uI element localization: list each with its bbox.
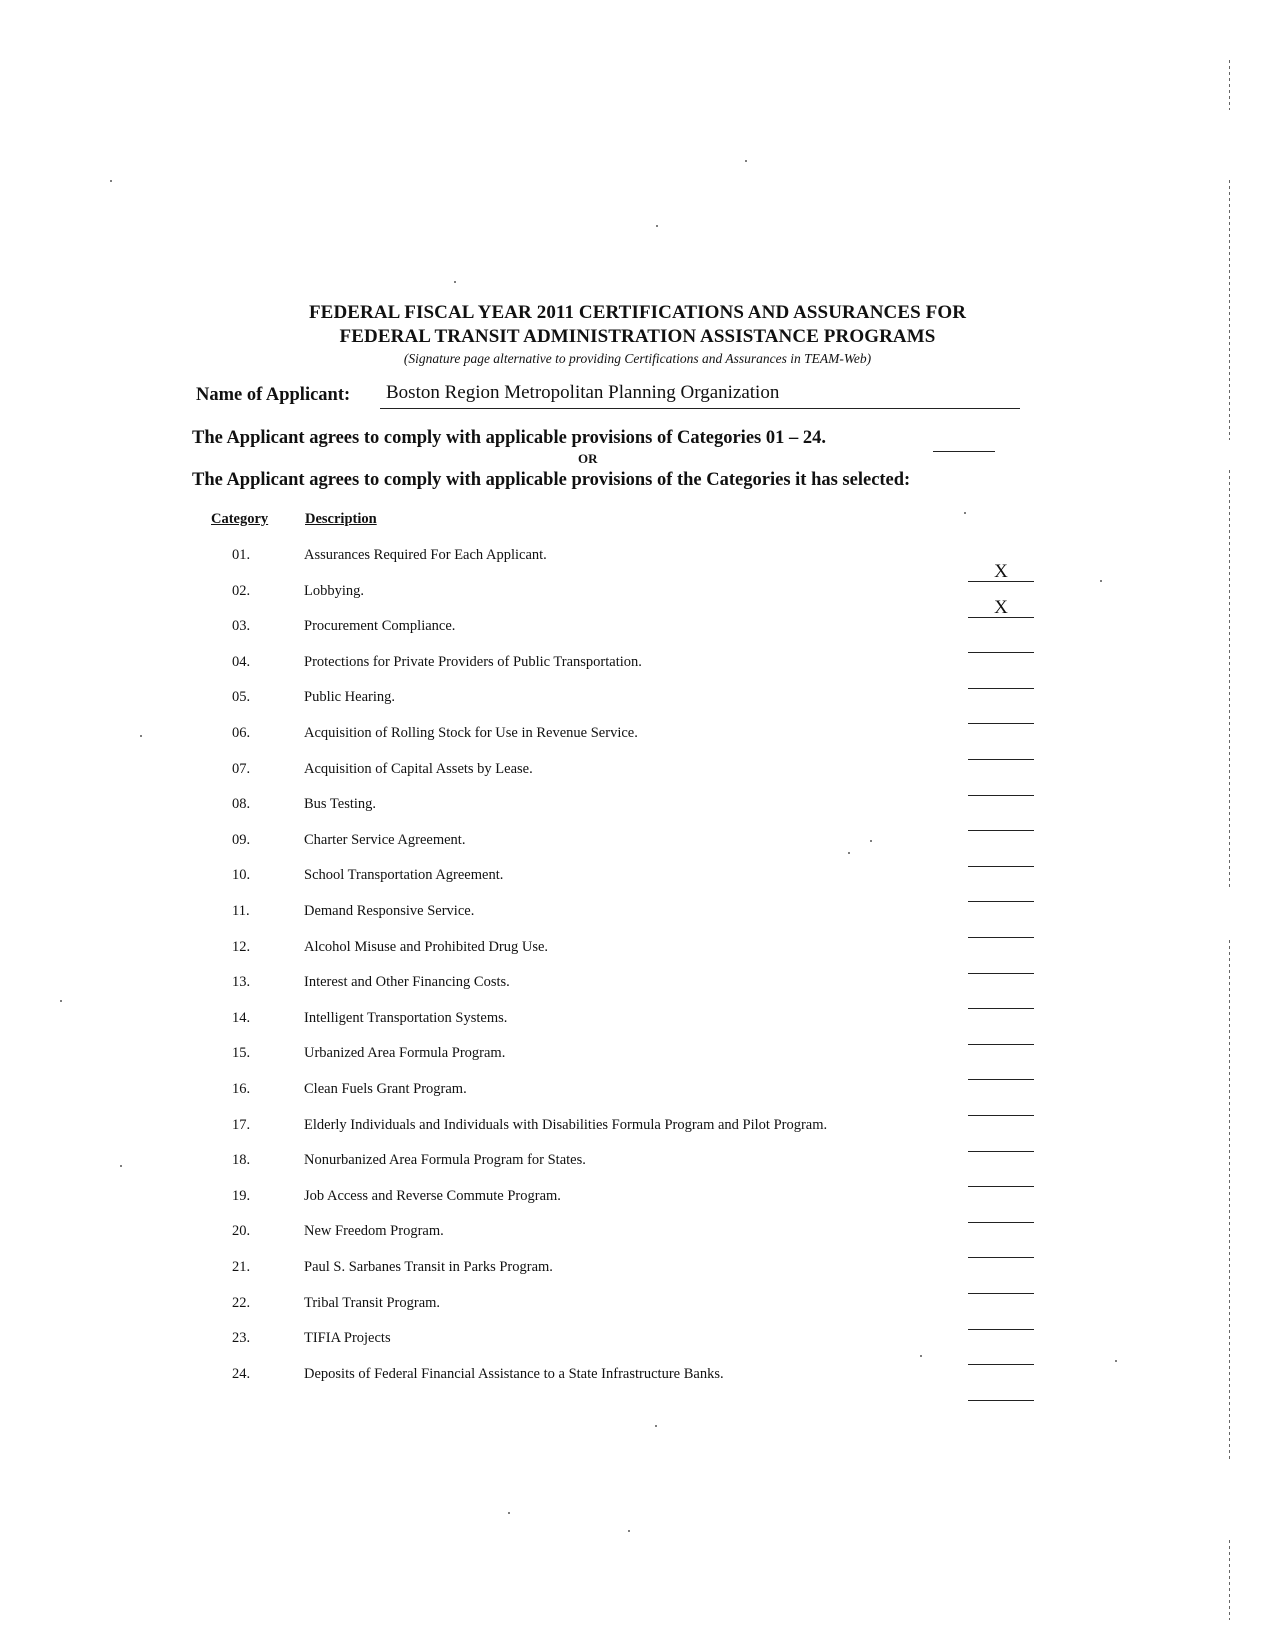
category-description: Demand Responsive Service. [304, 903, 475, 919]
category-description: Lobbying. [304, 582, 365, 599]
category-number: 23. [232, 1330, 251, 1347]
category-description: Paul S. Sarbanes Transit in Parks Program. [304, 1259, 553, 1275]
category-number: 16. [232, 1081, 251, 1097]
category-selection-blank[interactable] [968, 990, 1034, 1009]
category-description: Job Access and Reverse Commute Program. [304, 1187, 561, 1204]
category-row [0, 1188, 1275, 1218]
category-row [0, 974, 1275, 1004]
category-number: 06. [232, 725, 251, 741]
scan-edge-mark [1229, 60, 1230, 110]
applicant-name-value: Boston Region Metropolitan Planning Organization [386, 382, 780, 403]
category-description: Clean Fuels Grant Program. [304, 1081, 467, 1097]
category-number: 05. [232, 689, 251, 706]
category-selection-blank[interactable] [968, 1061, 1034, 1080]
category-selection-blank[interactable] [968, 1311, 1034, 1330]
category-description: Deposits of Federal Financial Assistance to a State Infrastructure Banks. [304, 1365, 724, 1382]
or-separator: OR [578, 451, 598, 466]
category-row [0, 1259, 1275, 1289]
category-description: Intelligent Transportation Systems. [304, 1009, 508, 1026]
category-description: Urbanized Area Formula Program. [304, 1045, 506, 1062]
category-number: 02. [232, 582, 251, 599]
category-row [0, 1045, 1275, 1075]
category-row [0, 1295, 1275, 1325]
category-number: 12. [232, 938, 251, 955]
category-selection-blank[interactable] [968, 848, 1034, 867]
category-description: TIFIA Projects [304, 1330, 391, 1347]
category-selection-blank[interactable] [968, 1346, 1034, 1365]
category-number: 18. [232, 1152, 251, 1169]
category-number: 11. [232, 903, 250, 919]
applicant-name-line [380, 408, 1020, 409]
category-selection-blank[interactable] [968, 1204, 1034, 1223]
category-description: Acquisition of Rolling Stock for Use in Revenue Service. [304, 725, 638, 741]
category-row [0, 903, 1275, 933]
category-row [0, 1081, 1275, 1111]
category-row [0, 832, 1275, 862]
category-number: 10. [232, 867, 251, 884]
document-subtitle: (Signature page alternative to providing Certifications and Assurances in TEAM-Web) [403, 351, 872, 366]
category-selection-blank[interactable] [968, 1382, 1034, 1401]
category-number: 22. [232, 1294, 251, 1311]
category-selection-blank[interactable] [968, 883, 1034, 902]
category-number: 19. [232, 1187, 251, 1204]
description-column-header: Description [305, 511, 377, 527]
category-row [0, 582, 1275, 618]
category-number: 14. [232, 1009, 251, 1026]
scan-speck [655, 1425, 657, 1427]
category-selection-blank[interactable] [968, 670, 1034, 689]
category-row [0, 1117, 1275, 1147]
scan-speck [1100, 580, 1102, 582]
category-row [0, 654, 1275, 684]
scan-edge-mark [1229, 1540, 1230, 1620]
category-selection-blank[interactable] [968, 812, 1034, 831]
category-row [0, 1010, 1275, 1040]
scan-edge-mark [1229, 470, 1230, 890]
scan-edge-mark [1229, 940, 1230, 1460]
category-number: 24. [232, 1365, 251, 1382]
applicant-name-label: Name of Applicant: [196, 385, 351, 405]
category-description: Nonurbanized Area Formula Program for States. [304, 1152, 586, 1169]
scan-speck [656, 225, 658, 227]
category-description: Alcohol Misuse and Prohibited Drug Use. [304, 938, 549, 955]
category-description: Protections for Private Providers of Public Transportation. [304, 653, 642, 670]
category-number: 08. [232, 796, 251, 813]
category-row [0, 618, 1275, 648]
scan-edge-mark [1229, 180, 1230, 440]
scan-speck [628, 1530, 630, 1532]
category-selection-blank[interactable] [968, 1168, 1034, 1187]
category-selection-blank[interactable] [968, 1026, 1034, 1045]
scan-speck [110, 180, 112, 182]
category-description: Acquisition of Capital Assets by Lease. [304, 760, 533, 777]
category-number: 09. [232, 831, 251, 848]
category-number: 17. [232, 1116, 251, 1133]
category-column-header: Category [211, 511, 269, 527]
category-description: Public Hearing. [304, 689, 396, 706]
category-number: 13. [232, 974, 251, 991]
category-row [0, 547, 1275, 582]
document-title-line-1: FEDERAL FISCAL YEAR 2011 CERTIFICATIONS AND ASSURANCES FOR [308, 302, 967, 323]
category-selection-blank[interactable]: X [968, 599, 1034, 618]
category-row [0, 1366, 1275, 1396]
scan-speck [920, 1355, 922, 1357]
category-description: Elderly Individuals and Individuals with Disabilities Formula Program and Pilot Program. [304, 1116, 828, 1133]
document-title-line-2: FEDERAL TRANSIT ADMINISTRATION ASSISTANCE PROGRAMS [339, 326, 936, 347]
category-row [0, 1330, 1275, 1360]
category-selection-blank[interactable] [968, 777, 1034, 796]
scan-speck [745, 160, 747, 162]
category-row [0, 1152, 1275, 1182]
category-description: Interest and Other Financing Costs. [304, 974, 510, 991]
category-number: 21. [232, 1259, 251, 1275]
category-row [0, 1223, 1275, 1253]
category-selection-blank[interactable] [968, 919, 1034, 938]
scan-speck [60, 1000, 62, 1002]
category-row [0, 867, 1275, 897]
category-selection-blank[interactable] [968, 1239, 1034, 1258]
scan-speck [120, 1165, 122, 1167]
category-description: School Transportation Agreement. [304, 867, 504, 884]
category-number: 15. [232, 1045, 251, 1062]
category-description: Procurement Compliance. [304, 618, 456, 635]
agree-all-categories-text: The Applicant agrees to comply with applicable provisions of Categories 01 – 24. [192, 428, 826, 448]
category-row [0, 761, 1275, 791]
category-number: 20. [232, 1223, 251, 1240]
scan-speck [848, 852, 850, 854]
scan-speck [454, 281, 456, 283]
category-description: Tribal Transit Program. [304, 1294, 441, 1311]
category-row [0, 689, 1275, 719]
category-selection-blank[interactable] [968, 1133, 1034, 1152]
category-row [0, 725, 1275, 755]
scan-speck [964, 512, 966, 514]
category-number: 03. [232, 618, 251, 635]
scan-speck [870, 840, 872, 842]
category-selection-blank[interactable] [968, 955, 1034, 974]
category-selection-blank[interactable]: X [968, 563, 1034, 582]
category-row [0, 796, 1275, 826]
category-description: New Freedom Program. [304, 1223, 444, 1240]
category-number: 07. [232, 760, 251, 777]
category-selection-blank[interactable] [968, 705, 1034, 724]
category-description: Bus Testing. [304, 796, 377, 813]
category-description: Assurances Required For Each Applicant. [304, 547, 547, 563]
agree-all-categories-blank [933, 451, 995, 452]
category-selection-blank[interactable] [968, 741, 1034, 760]
scan-speck [1115, 1360, 1117, 1362]
category-description: Charter Service Agreement. [304, 831, 466, 848]
category-selection-blank[interactable] [968, 1097, 1034, 1116]
category-selection-blank[interactable] [968, 1275, 1034, 1294]
scan-speck [508, 1512, 510, 1514]
category-selection-blank[interactable] [968, 634, 1034, 653]
scan-speck [140, 735, 142, 737]
category-number: 04. [232, 653, 251, 670]
agree-selected-categories-text: The Applicant agrees to comply with applicable provisions of the Categories it has selected: [192, 470, 911, 490]
category-row [0, 939, 1275, 969]
category-number: 01. [232, 547, 251, 563]
